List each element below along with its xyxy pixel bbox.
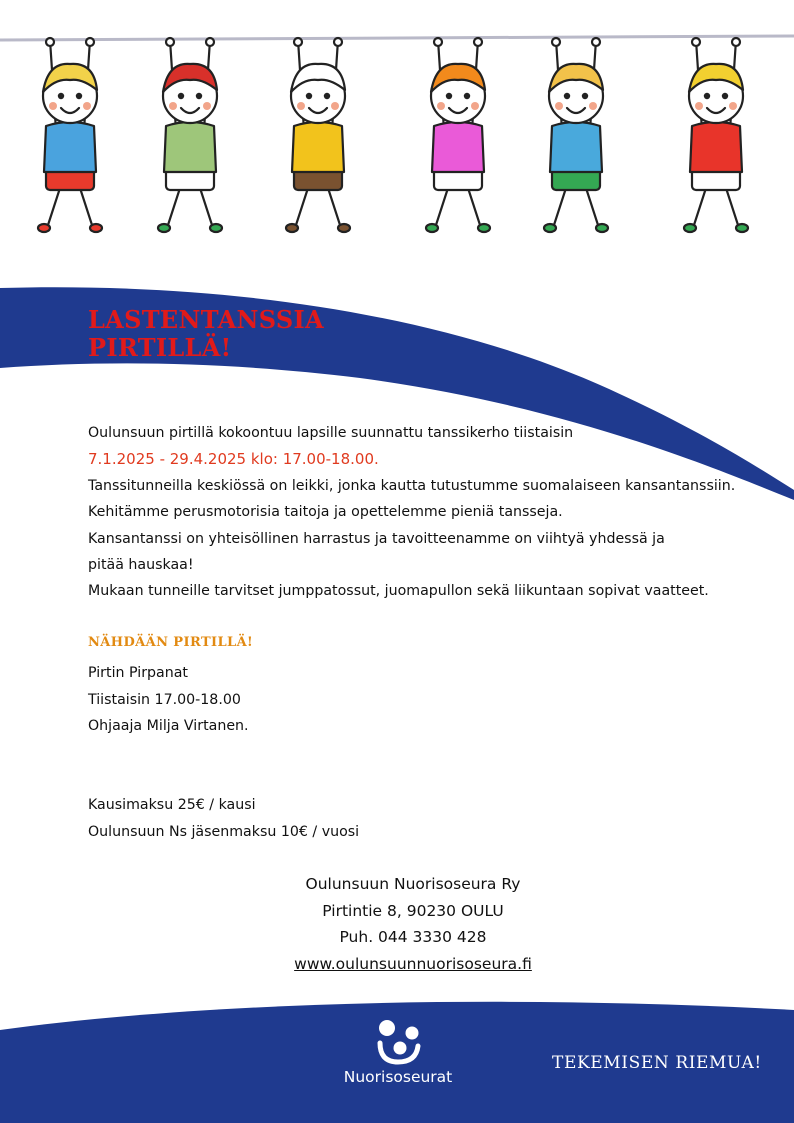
kids-illustration <box>38 38 748 232</box>
kid-figure <box>426 38 490 232</box>
season-fee: Kausimaksu 25€ / kausi <box>88 797 256 813</box>
title-line-1: LASTENTANSSIA <box>88 305 324 334</box>
intro-line: Oulunsuun pirtillä kokoontuu lapsille suunnattu tanssikerho tiistaisin <box>88 425 574 441</box>
slogan-text: TEKEMISEN RIEMUA! <box>552 1053 762 1073</box>
intro-line: Mukaan tunneille tarvitset jumppatossut, juomapullon sekä liikuntaan sopivat vaatteet. <box>88 583 709 600</box>
kid-figure <box>684 38 748 232</box>
see-you-heading: NÄHDÄÄN PIRTILLÄ! <box>88 635 254 650</box>
intro-text <box>88 420 768 605</box>
intro-line: Tanssitunneilla keskiössä on leikki, jonka kautta tutustumme suomalaiseen kansantanssiin. <box>88 477 736 494</box>
group-teacher: Ohjaaja Milja Virtanen. <box>88 718 249 734</box>
org-name: Oulunsuun Nuorisoseura Ry <box>305 875 521 893</box>
kid-figure <box>544 38 608 232</box>
group-name: Pirtin Pirpanat <box>88 665 188 681</box>
org-address: Pirtintie 8, 90230 OULU <box>322 901 504 920</box>
membership-fee: Oulunsuun Ns jäsenmaksu 10€ / vuosi <box>88 823 360 840</box>
contact-block <box>200 871 626 977</box>
fees-info <box>88 792 359 845</box>
hanging-line <box>0 36 794 40</box>
intro-line: Kansantanssi on yhteisöllinen harrastus ja tavoitteenamme on viihtyä yhdessä ja <box>88 530 665 547</box>
logo-wordmark: Nuorisoseurat <box>343 1068 453 1086</box>
kid-figure <box>286 38 350 232</box>
org-phone: Puh. 044 3330 428 <box>339 928 487 946</box>
group-info <box>88 660 249 740</box>
intro-line: pitää hauskaa! <box>88 557 194 574</box>
kid-figure <box>38 38 102 232</box>
title-line-2: PIRTILLÄ! <box>88 333 232 362</box>
dates-line: 7.1.2025 - 29.4.2025 klo: 17.00-18.00. <box>88 450 379 469</box>
website-link[interactable]: www.oulunsuunnuorisoseura.fi <box>294 954 532 973</box>
page-title <box>88 306 324 362</box>
slogan <box>552 1053 762 1073</box>
kid-figure <box>158 38 222 232</box>
group-time: Tiistaisin 17.00-18.00 <box>88 691 241 708</box>
intro-line: Kehitämme perusmotorisia taitoja ja opettelemme pieniä tansseja. <box>88 504 563 521</box>
